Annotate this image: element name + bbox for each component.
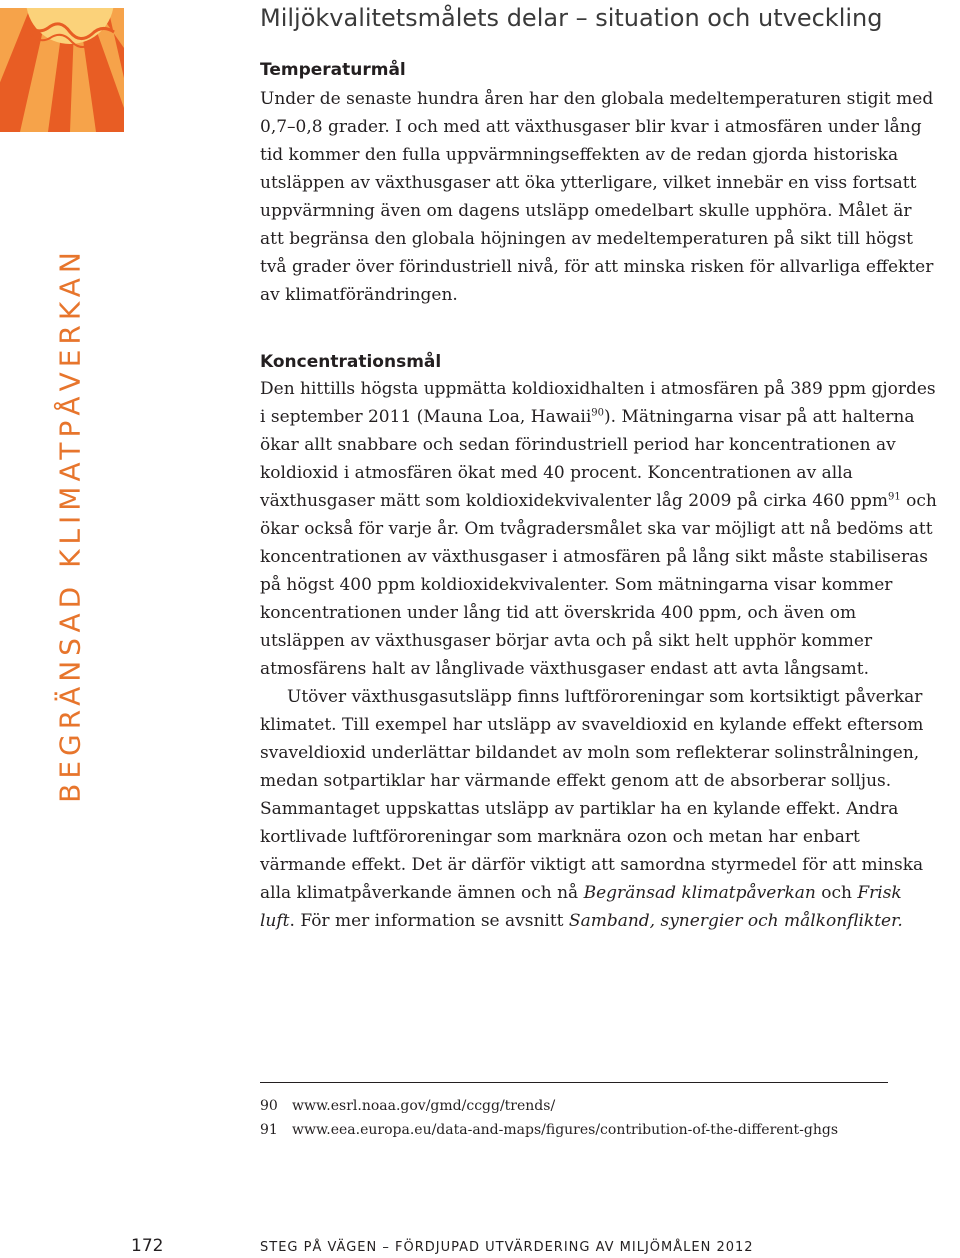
text-run: Den hittills högsta uppmätta koldioxidhalten i atmosfären på 389 ppm gjordes i september 2011 (Mauna Loa, Hawaii	[260, 379, 936, 427]
paragraph: Under de senaste hundra åren har den globala medeltemperaturen stigit med 0,7–0,8 grader. I och med att växthusgaser blir kvar i atmosfären under lång tid kommer den fulla uppvärmningseffekten av de redan gjorda historiska utsläppen av växthusgaser att öka ytterligare, vilket innebär en viss fortsatt uppvärmning även om dagens utsläpp omedelbart skulle upphöra. Målet är att begränsa den globala höjningen av medeltemperaturen på sikt till högst två grader över förindustriell nivå, för att minska risken för allvarliga effekter av klimatförändringen.	[260, 89, 934, 305]
side-section-title: BEGRÄNSAD KLIMATPÅVERKAN	[53, 247, 87, 803]
footnote-link: www.esrl.noaa.gov/gmd/ccgg/trends/	[292, 1098, 556, 1114]
footnote-number: 91	[260, 1122, 278, 1138]
sun-rays-icon	[0, 8, 124, 132]
footnote-number: 90	[260, 1098, 278, 1114]
footnote-divider	[260, 1082, 888, 1083]
footnote-item	[260, 1094, 838, 1118]
text-run: . För mer information se avsnitt	[289, 911, 569, 931]
footnotes	[260, 1094, 838, 1142]
section-temperaturmal	[260, 55, 940, 309]
footnote-link: www.eea.europa.eu/data-and-maps/figures/contribution-of-the-different-ghgs	[292, 1122, 839, 1138]
section-heading: Koncentrationsmål	[260, 352, 442, 372]
section-koncentrationsmal	[260, 349, 940, 935]
sun-logo	[0, 8, 124, 132]
text-run: Utöver växthusgasutsläpp finns luftföroreningar som kortsiktigt påverkar klimatet. Till exempel har utsläpp av svaveldioxid en kylande effekt eftersom svaveldioxid underlättar bildandet av moln som reflekterar solinstrålningen, medan sotpartiklar har värmande effekt genom att de absorberar solljus. Sammantaget uppskattas utsläpp av partiklar ha en kylande effekt. Andra kortlivade luftföroreningar som marknära ozon och metan har enbart värmande effekt. Det är därför viktigt att samordna styrmedel för att minska alla klimatpåverkande ämnen och nå	[260, 687, 924, 903]
footnote-ref-91: 91	[887, 491, 901, 503]
italic-reference: Begränsad klimatpåverkan	[583, 883, 816, 903]
text-run: och ökar också för varje år. Om tvågradersmålet ska var möjligt att nå bedöms att koncentrationen av växthusgaser i atmosfären på lång sikt måste stabiliseras på högst 400 ppm koldioxidekvivalenter. Som mätningarna visar kommer koncentrationen under lång tid att överskrida 400 ppm, och även om utsläppen av växthusgaser börjar avta och på sikt helt upphör kommer atmosfärens halt av långlivade växthusgaser endast att avta långsamt.	[260, 491, 937, 679]
italic-reference: Frisk luft	[260, 883, 902, 931]
footnote-ref-90: 90	[591, 407, 604, 419]
main-content	[260, 55, 940, 935]
italic-reference: Samband, synergier och målkonflikter.	[568, 911, 903, 931]
footer-title: STEG PÅ VÄGEN – FÖRDJUPAD UTVÄRDERING AV MILJÖMÅLEN 2012	[260, 1240, 754, 1255]
section-heading: Temperaturmål	[260, 60, 406, 80]
page-number: 172	[131, 1236, 164, 1256]
text-run: ). Mätningarna visar på att halterna ökar allt snabbare och sedan förindustriell period har koncentrationen av koldioxid i atmosfären ökat med 40 procent. Koncentrationen av alla växthusgaser mätt som koldioxidekvivalenter låg 2009 på cirka 460 ppm	[260, 407, 915, 511]
footnote-item	[260, 1118, 838, 1142]
text-run: och	[815, 883, 858, 903]
paragraph	[260, 683, 940, 935]
paragraph	[260, 375, 940, 683]
page-header: Miljökvalitetsmålets delar – situation och utveckling	[260, 4, 883, 32]
